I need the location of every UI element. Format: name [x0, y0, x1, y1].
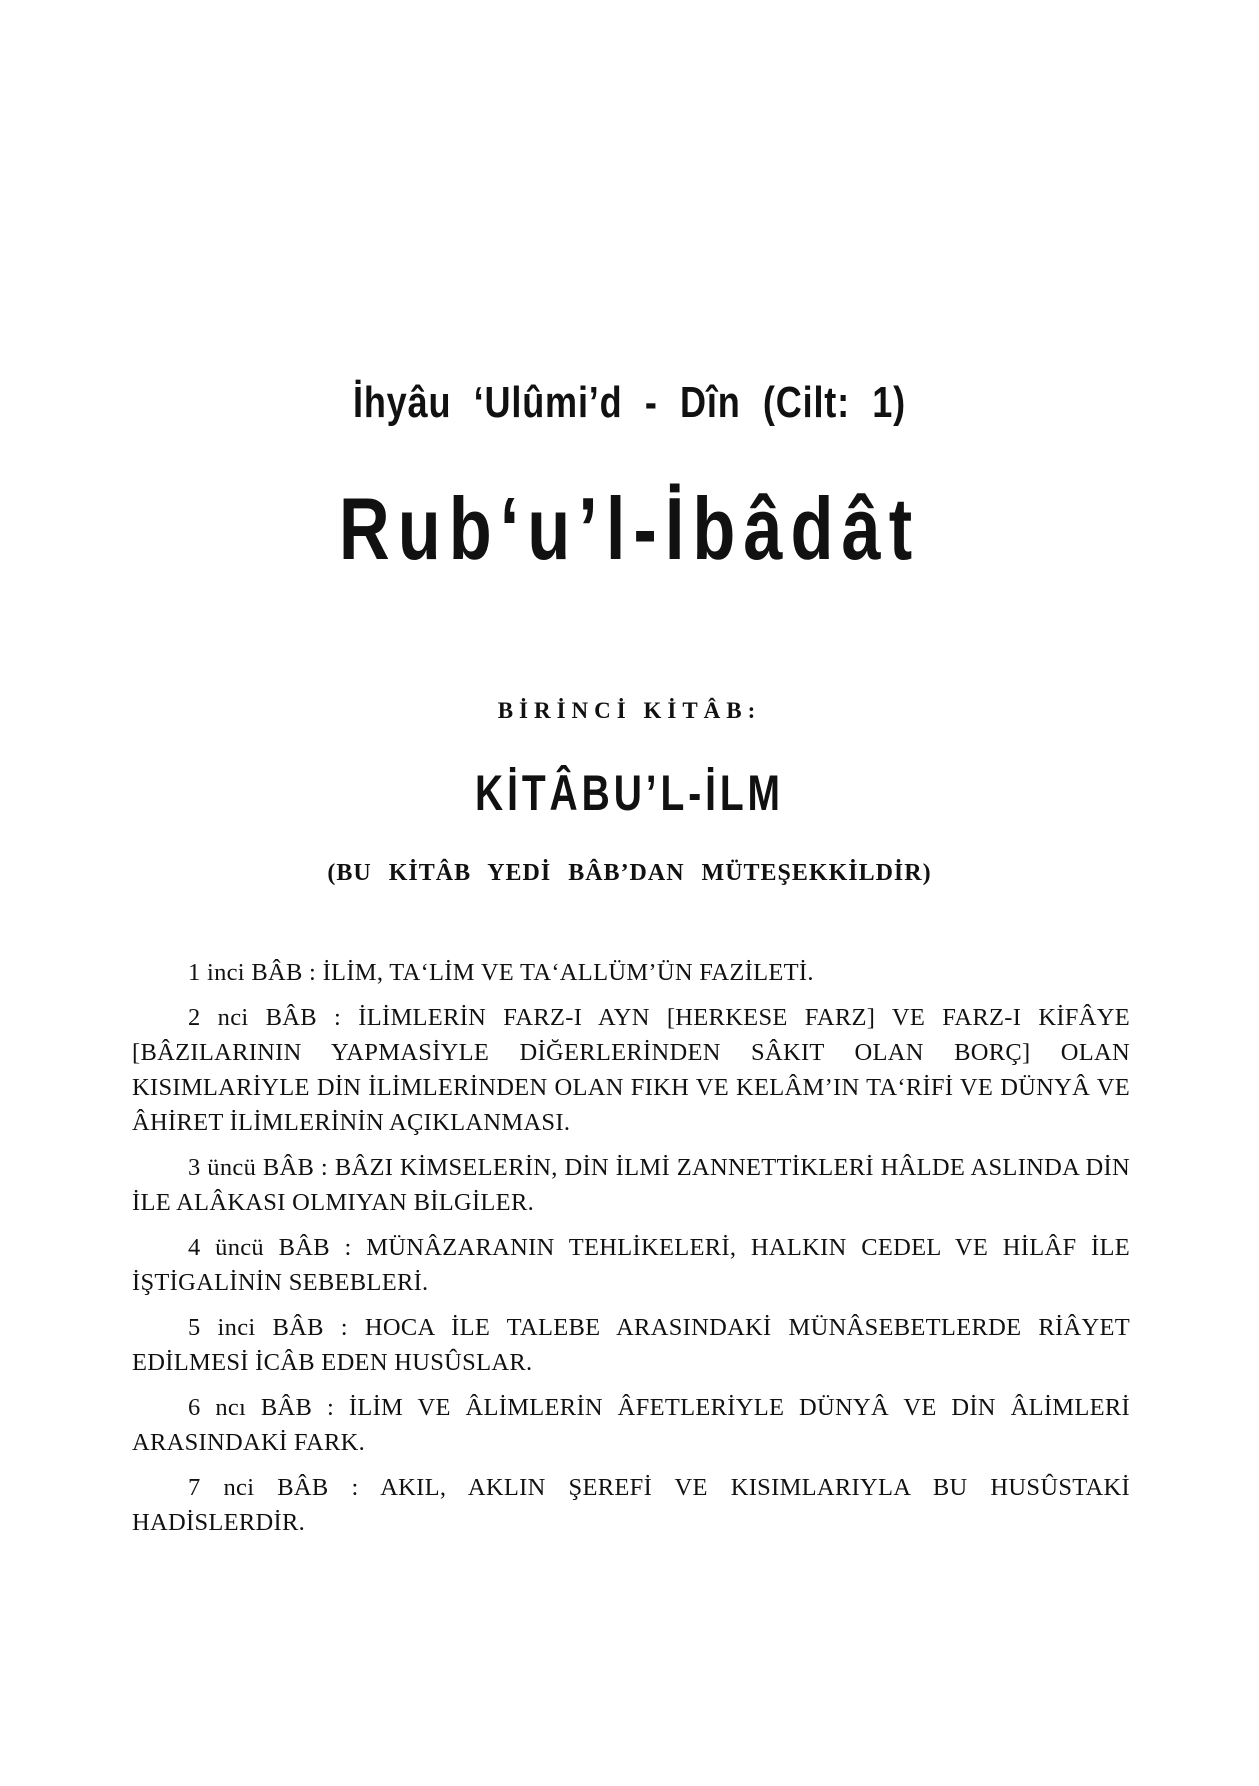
chapter-item — [132, 1230, 1130, 1300]
book-note: (BU KİTÂB YEDİ BÂB’DAN MÜTEŞEKKİLDİR) — [327, 860, 932, 886]
chapter-heading: 4 üncü BÂB : — [188, 1234, 352, 1261]
series-title: İhyâu ‘Ulûmi’d - Dîn (Cilt: 1) — [352, 378, 907, 427]
chapter-heading: 7 nci BÂB : — [188, 1474, 359, 1501]
main-title: Rub‘u’l-İbâdât — [338, 479, 921, 578]
chapter-item — [132, 1310, 1130, 1380]
chapter-item — [132, 1470, 1130, 1540]
chapter-item — [132, 955, 1130, 990]
chapter-text: MÜNÂZARANIN TEHLİKELERİ, HALKIN CEDEL VE HİLÂF İLE İŞTİGALİNİN SEBEBLERİ. — [132, 1234, 1130, 1296]
chapter-text: BÂZI KİMSELERİN, DİN İLMİ ZANNETTİKLERİ HÂLDE ASLINDA DİN İLE ALÂKASI OLMIYAN BİLGİLER. — [132, 1154, 1130, 1216]
chapter-text: İLİM VE ÂLİMLERİN ÂFETLERİYLE DÜNYÂ VE DİN ÂLİMLERİ ARASINDAKİ FARK. — [132, 1394, 1131, 1456]
chapter-item — [132, 1390, 1130, 1460]
chapter-text: İLİMLERİN FARZ-I AYN [HERKESE FARZ] VE FARZ-I KİFÂYE [BÂZILARININ YAPMASİYLE DİĞERLERİNDEN SÂKIT OLAN BORÇ] OLAN KISIMLARİYLE DİN İLİMLERİNDEN OLAN FIKH VE KELÂM’IN TA‘RİFİ VE DÜNYÂ VE ÂHİRET İLİMLERİNİN AÇIKLANMASI. — [132, 1004, 1130, 1136]
chapter-heading: 3 üncü BÂB : — [188, 1154, 329, 1181]
chapter-heading: 2 nci BÂB : — [188, 1004, 342, 1031]
chapter-heading: 1 inci BÂB : — [188, 959, 317, 986]
chapter-text: HOCA İLE TALEBE ARASINDAKİ MÜNÂSEBETLERDE RİÂYET EDİLMESİ İCÂB EDEN HUSÛSLAR. — [132, 1314, 1130, 1376]
chapter-heading: 5 inci BÂB : — [188, 1314, 348, 1341]
chapter-text: AKIL, AKLIN ŞEREFİ VE KISIMLARIYLA BU HUSÛSTAKİ HADİSLERDİR. — [132, 1474, 1131, 1536]
book-title: KİTÂBU’L-İLM — [475, 765, 784, 821]
chapter-item — [132, 1000, 1130, 1140]
chapter-list — [132, 955, 1130, 1550]
chapter-text: İLİM, TA‘LİM VE TA‘ALLÜM’ÜN FAZİLETİ. — [322, 959, 814, 986]
chapter-item — [132, 1150, 1130, 1220]
book-label: BİRİNCİ KİTÂB: — [497, 698, 762, 723]
chapter-heading: 6 ncı BÂB : — [188, 1394, 335, 1421]
